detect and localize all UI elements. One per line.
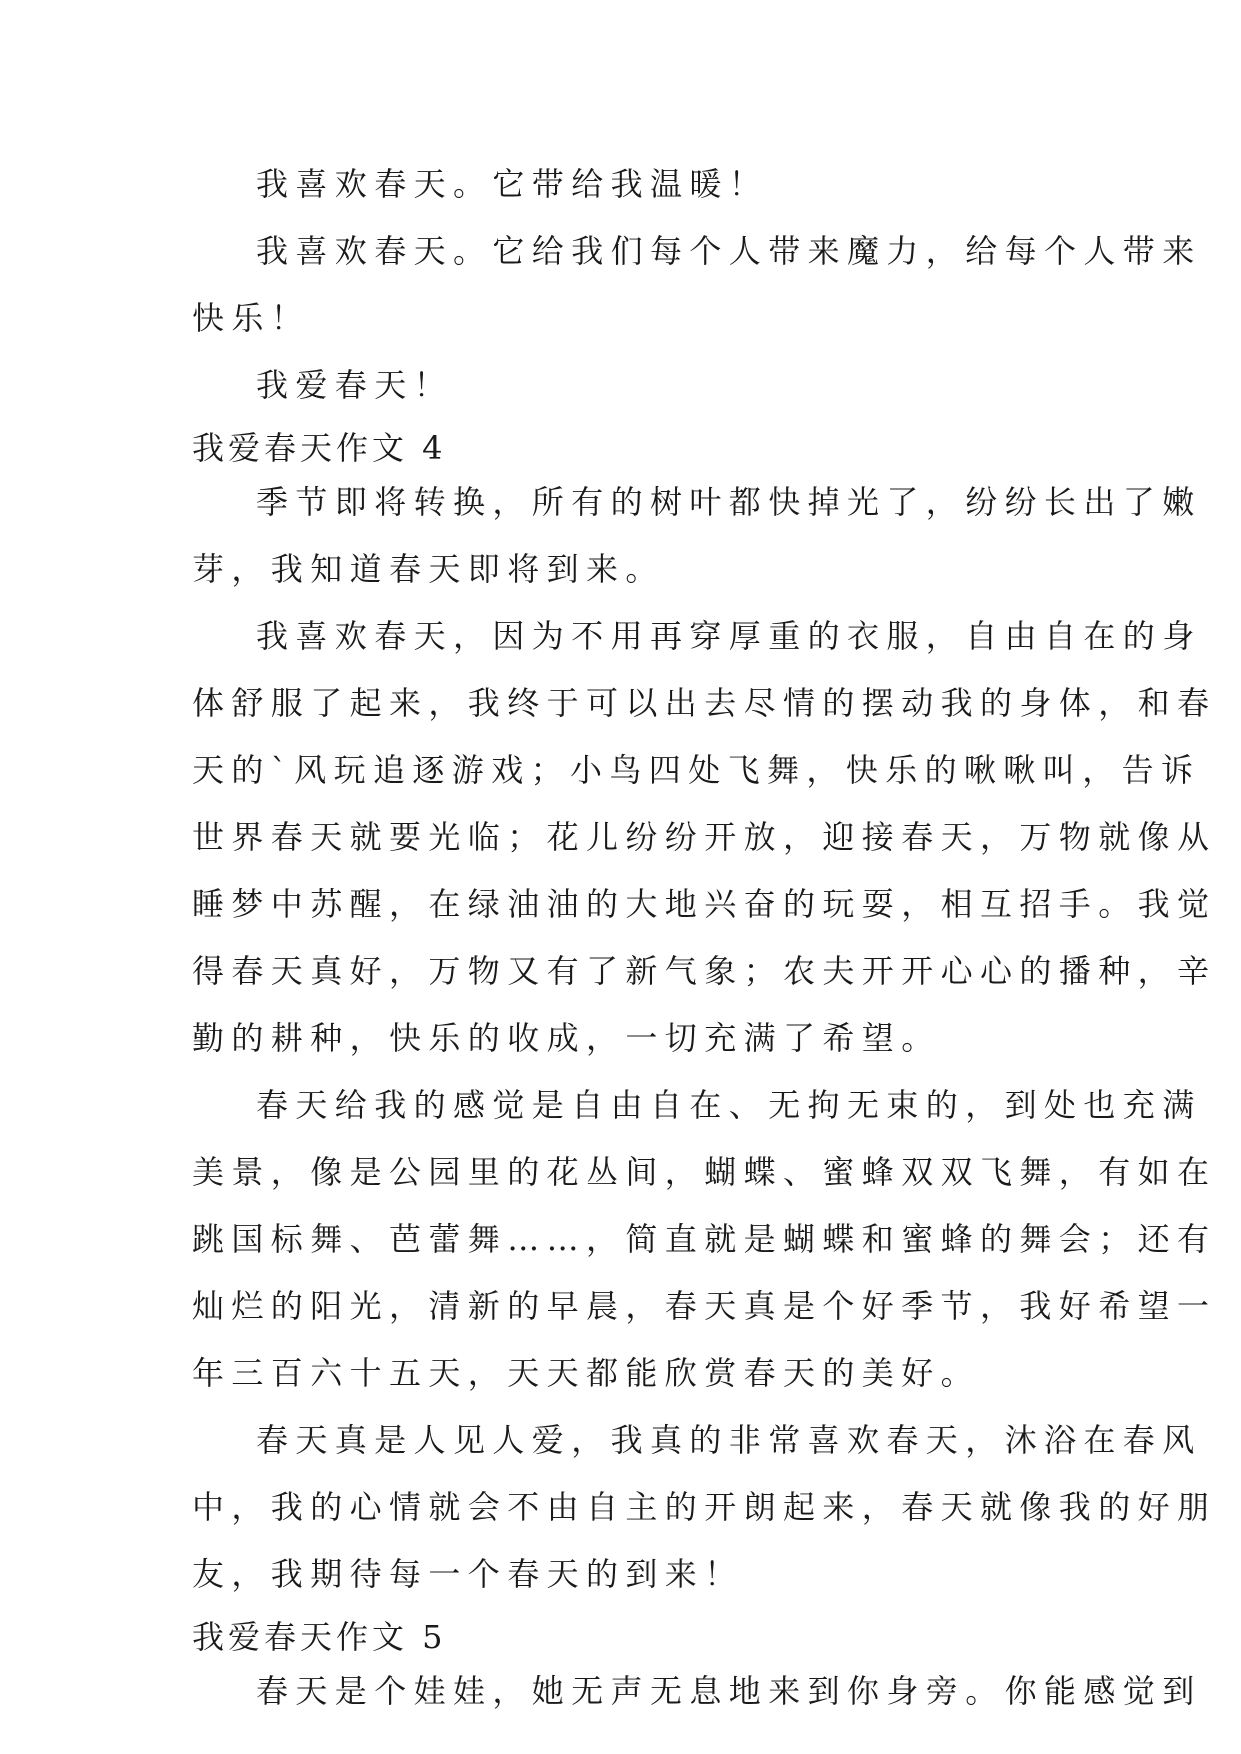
paragraph-line: 春天真是人见人爱，我真的非常喜欢春天，沐浴在春风 — [256, 1421, 1202, 1459]
paragraph-line: 我爱春天！ — [256, 366, 454, 404]
paragraph-line: 年三百六十五天，天天都能欣赏春天的美好。 — [192, 1354, 981, 1392]
paragraph-line: 跳国标舞、芭蕾舞……，简直就是蝴蝶和蜜蜂的舞会；还有 — [192, 1220, 1217, 1258]
paragraph-line: 灿烂的阳光，清新的早晨，春天真是个好季节，我好希望一 — [192, 1287, 1217, 1325]
paragraph-line: 睡梦中苏醒，在绿油油的大地兴奋的玩耍，相互招手。我觉 — [192, 885, 1217, 923]
paragraph-line: 春天是个娃娃，她无声无息地来到你身旁。你能感觉到 — [256, 1672, 1202, 1710]
document-page — [192, 158, 1217, 1732]
paragraph-line: 得春天真好，万物又有了新气象；农夫开开心心的播种，辛 — [192, 952, 1217, 990]
paragraph-line: 春天给我的感觉是自由自在、无拘无束的，到处也充满 — [256, 1086, 1202, 1124]
paragraph-line: 季节即将转换，所有的树叶都快掉光了，纷纷长出了嫩 — [256, 483, 1202, 521]
paragraph-line: 世界春天就要光临；花儿纷纷开放，迎接春天，万物就像从 — [192, 818, 1217, 856]
paragraph-line: 快乐！ — [192, 299, 311, 337]
paragraph-line: 我喜欢春天。它给我们每个人带来魔力，给每个人带来 — [256, 232, 1202, 270]
paragraph-line: 我喜欢春天。它带给我温暖！ — [256, 165, 769, 203]
paragraph-line: 我喜欢春天，因为不用再穿厚重的衣服，自由自在的身 — [256, 617, 1202, 655]
paragraph-line: 中，我的心情就会不由自主的开朗起来，春天就像我的好朋 — [192, 1488, 1217, 1526]
paragraph-line: 美景，像是公园里的花丛间，蝴蝶、蜜蜂双双飞舞，有如在 — [192, 1153, 1217, 1191]
paragraph-line: 勤的耕种，快乐的收成，一切充满了希望。 — [192, 1019, 941, 1057]
section-heading: 我爱春天作文 4 — [192, 429, 447, 467]
section-heading: 我爱春天作文 5 — [192, 1618, 447, 1656]
paragraph-line: 体舒服了起来，我终于可以出去尽情的摆动我的身体，和春 — [192, 684, 1217, 722]
paragraph-line: 芽，我知道春天即将到来。 — [192, 550, 665, 588]
paragraph-line: 天的`风玩追逐游戏；小鸟四处飞舞，快乐的啾啾叫，告诉 — [192, 751, 1201, 789]
paragraph-line: 友，我期待每一个春天的到来！ — [192, 1555, 744, 1593]
